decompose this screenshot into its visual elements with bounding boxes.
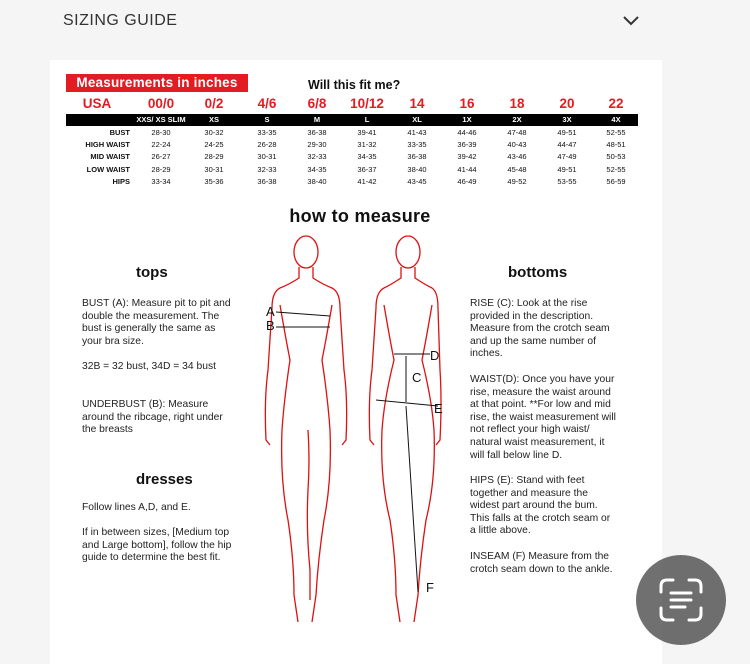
- measurement-cell: 41-43: [407, 128, 427, 137]
- measurement-cell: 30-31: [257, 152, 277, 162]
- tops-heading: tops: [136, 264, 168, 281]
- measurement-cell: 39-42: [457, 152, 477, 162]
- letter-size-cell: S: [264, 115, 270, 124]
- size-cell: 20: [559, 96, 575, 111]
- letter-size-cell: M: [313, 115, 321, 124]
- row-label: HIGH WAIST: [85, 140, 130, 150]
- text-line: and up the same number of: [470, 335, 596, 347]
- measurement-cell: 28-29: [151, 164, 171, 174]
- measurement-cell: 35-36: [204, 176, 224, 186]
- measurement-cell: 32-33: [307, 152, 327, 162]
- text-line: the breasts: [82, 424, 133, 436]
- size-cell: 22: [608, 96, 624, 111]
- text-line: rise, the waist measurement will: [470, 411, 616, 423]
- text-line: UNDERBUST (B): Measure: [82, 399, 209, 410]
- size-cell: 0/2: [204, 96, 224, 111]
- bottoms-inseam-text: [470, 551, 613, 576]
- size-cell: 18: [509, 96, 525, 111]
- measurement-row: [66, 176, 638, 192]
- text-line: your bra size.: [82, 335, 144, 347]
- measurement-cell: 26-27: [151, 152, 171, 162]
- how-to-measure-title: how to measure: [289, 206, 431, 226]
- measurement-cell: 41-44: [457, 164, 477, 174]
- measurement-cell: 34-35: [307, 164, 327, 174]
- measurement-cell: 49-52: [507, 176, 527, 186]
- text-line: widest part around the bum.: [470, 500, 598, 512]
- measurement-cell: 39-41: [357, 128, 377, 137]
- measurement-cell: 44-47: [557, 140, 577, 150]
- tops-bust-text: [82, 298, 231, 348]
- measurement-cell: 43-46: [507, 152, 527, 162]
- letter-d: D: [430, 348, 440, 363]
- measurement-cell: 33-35: [407, 140, 427, 150]
- letter-size-cell: XXS/ XS SLIM: [136, 115, 186, 124]
- text-line: inches.: [470, 348, 503, 360]
- row-label: LOW WAIST: [86, 164, 130, 174]
- measurement-cell: 48-51: [606, 140, 626, 150]
- measurement-cell: 44-46: [457, 128, 477, 137]
- measurements-badge: Measurements in inches: [66, 74, 248, 92]
- text-scan-button[interactable]: [636, 555, 726, 645]
- measurement-cell: 33-34: [151, 176, 171, 186]
- measurement-cell: 32-33: [257, 164, 277, 174]
- size-cell: 16: [459, 96, 475, 111]
- text-line: double the measurement. The: [82, 310, 220, 322]
- letter-a: A: [266, 304, 275, 319]
- text-line: and Large bottom], follow the hip: [82, 539, 232, 551]
- text-line: not reflect your high waist/: [470, 424, 590, 436]
- text-line: at that point. **For low and mid: [470, 399, 611, 411]
- text-line: together and measure the: [470, 487, 588, 499]
- measurement-cell: 36-39: [457, 140, 477, 150]
- text-line: provided in the description.: [470, 310, 594, 322]
- text-line: WAIST(D): Once you have your: [470, 374, 615, 385]
- text-line: HIPS (E): Stand with feet: [470, 475, 585, 486]
- letter-e: E: [434, 401, 443, 416]
- sizing-guide-title: SIZING GUIDE: [63, 12, 178, 29]
- text-line: crotch seam down to the ankle.: [470, 563, 613, 575]
- us-size-row: [66, 96, 638, 112]
- letter-size-cell: XL: [412, 115, 422, 124]
- row-label: HIPS: [112, 176, 130, 186]
- text-line: guide to determine the best fit.: [82, 552, 221, 564]
- letter-f: F: [426, 580, 434, 595]
- bottoms-waist-text: [470, 374, 616, 462]
- measurement-cell: 22-24: [151, 140, 171, 150]
- text-line: will fall below line D.: [470, 449, 563, 461]
- measurement-cell: 24-25: [204, 140, 224, 150]
- measurement-cell: 46-49: [457, 176, 477, 186]
- measurement-cell: 28-30: [151, 128, 171, 137]
- measurement-cell: 40-43: [507, 140, 527, 150]
- fit-question: Will this fit me?: [308, 78, 401, 92]
- letter-size-cell: 2X: [512, 115, 522, 124]
- measurement-cell: 29-30: [307, 140, 327, 150]
- measurement-cell: 34-35: [357, 152, 377, 162]
- size-cell: 14: [409, 96, 425, 111]
- letter-size-cell: 1X: [462, 115, 472, 124]
- measurement-cell: 38-40: [307, 176, 327, 186]
- measurement-cell: 36-38: [307, 128, 327, 137]
- letter-size-cell: 4X: [611, 115, 621, 124]
- letter-size-row: [66, 114, 638, 126]
- measurement-cell: 53-55: [557, 176, 577, 186]
- measurement-cell: 47-49: [557, 152, 577, 162]
- bottoms-body-figure: [362, 230, 452, 630]
- chevron-down-icon[interactable]: [622, 14, 640, 28]
- measurement-cell: 31-32: [357, 140, 377, 150]
- measurement-cell: 47-48: [507, 128, 527, 137]
- row-label: BUST: [109, 128, 130, 137]
- letter-c: C: [412, 370, 422, 385]
- measurement-cell: 38-40: [407, 164, 427, 174]
- text-line: bust is generally the same as: [82, 323, 216, 335]
- measurement-cell: 28-29: [204, 152, 224, 162]
- size-cell: 00/0: [147, 96, 175, 111]
- bottoms-heading: bottoms: [508, 264, 568, 281]
- dresses-lines-text: Follow lines A,D, and E.: [82, 502, 191, 513]
- measurement-cell: 30-32: [204, 128, 224, 137]
- measurement-cell: 36-38: [257, 176, 277, 186]
- bottoms-hips-text: [470, 475, 610, 538]
- tops-example-text: 32B = 32 bust, 34D = 34 bust: [82, 361, 216, 372]
- text-line: a little above.: [470, 525, 531, 537]
- text-line: rise, measure the waist around: [470, 386, 611, 398]
- letter-size-cell: L: [364, 115, 370, 124]
- text-line: around the ribcage, right under: [82, 411, 223, 423]
- text-scan-icon: [657, 576, 705, 624]
- measurement-cell: 52-55: [606, 128, 626, 137]
- bottoms-rise-text: [470, 298, 610, 361]
- measurement-cell: 36-38: [407, 152, 427, 162]
- text-line: BUST (A): Measure pit to pit and: [82, 298, 231, 309]
- row-label: MID WAIST: [90, 152, 130, 162]
- size-cell: 4/6: [257, 96, 277, 111]
- region-label: USA: [82, 96, 112, 111]
- measurement-cell: 26-28: [257, 140, 277, 150]
- measurement-cell: 50-53: [606, 152, 626, 162]
- measurement-cell: 30-31: [204, 164, 224, 174]
- text-line: Measure from the crotch seam: [470, 323, 610, 335]
- measurement-cell: 49-51: [557, 128, 577, 137]
- letter-size-cell: XS: [208, 115, 219, 124]
- dresses-heading: dresses: [136, 471, 193, 488]
- sizing-guide-header[interactable]: [0, 0, 750, 44]
- measurement-cell: 52-55: [606, 164, 626, 174]
- text-line: This falls at the crotch seam or: [470, 512, 611, 524]
- measurement-cell: 43-45: [407, 176, 427, 186]
- text-line: natural waist measurement, it: [470, 436, 605, 448]
- size-cell: 6/8: [307, 96, 327, 111]
- measurement-cell: 56-59: [606, 176, 626, 186]
- tops-underbust-text: [82, 399, 223, 437]
- tops-body-figure: [250, 230, 360, 630]
- text-line: RISE (C): Look at the rise: [470, 298, 588, 309]
- measurement-cell: 36-37: [357, 164, 377, 174]
- text-line: INSEAM (F) Measure from the: [470, 551, 610, 562]
- size-cell: 10/12: [350, 96, 384, 111]
- dresses-between-text: [82, 527, 231, 565]
- measurement-cell: 45-48: [507, 164, 527, 174]
- measurement-cell: 49-51: [557, 164, 577, 174]
- letter-size-cell: 3X: [562, 115, 572, 124]
- measurement-cell: 33-35: [257, 128, 277, 137]
- letter-b: B: [266, 318, 275, 333]
- measurement-cell: 41-42: [357, 176, 377, 186]
- text-line: If in between sizes, [Medium top: [82, 527, 230, 538]
